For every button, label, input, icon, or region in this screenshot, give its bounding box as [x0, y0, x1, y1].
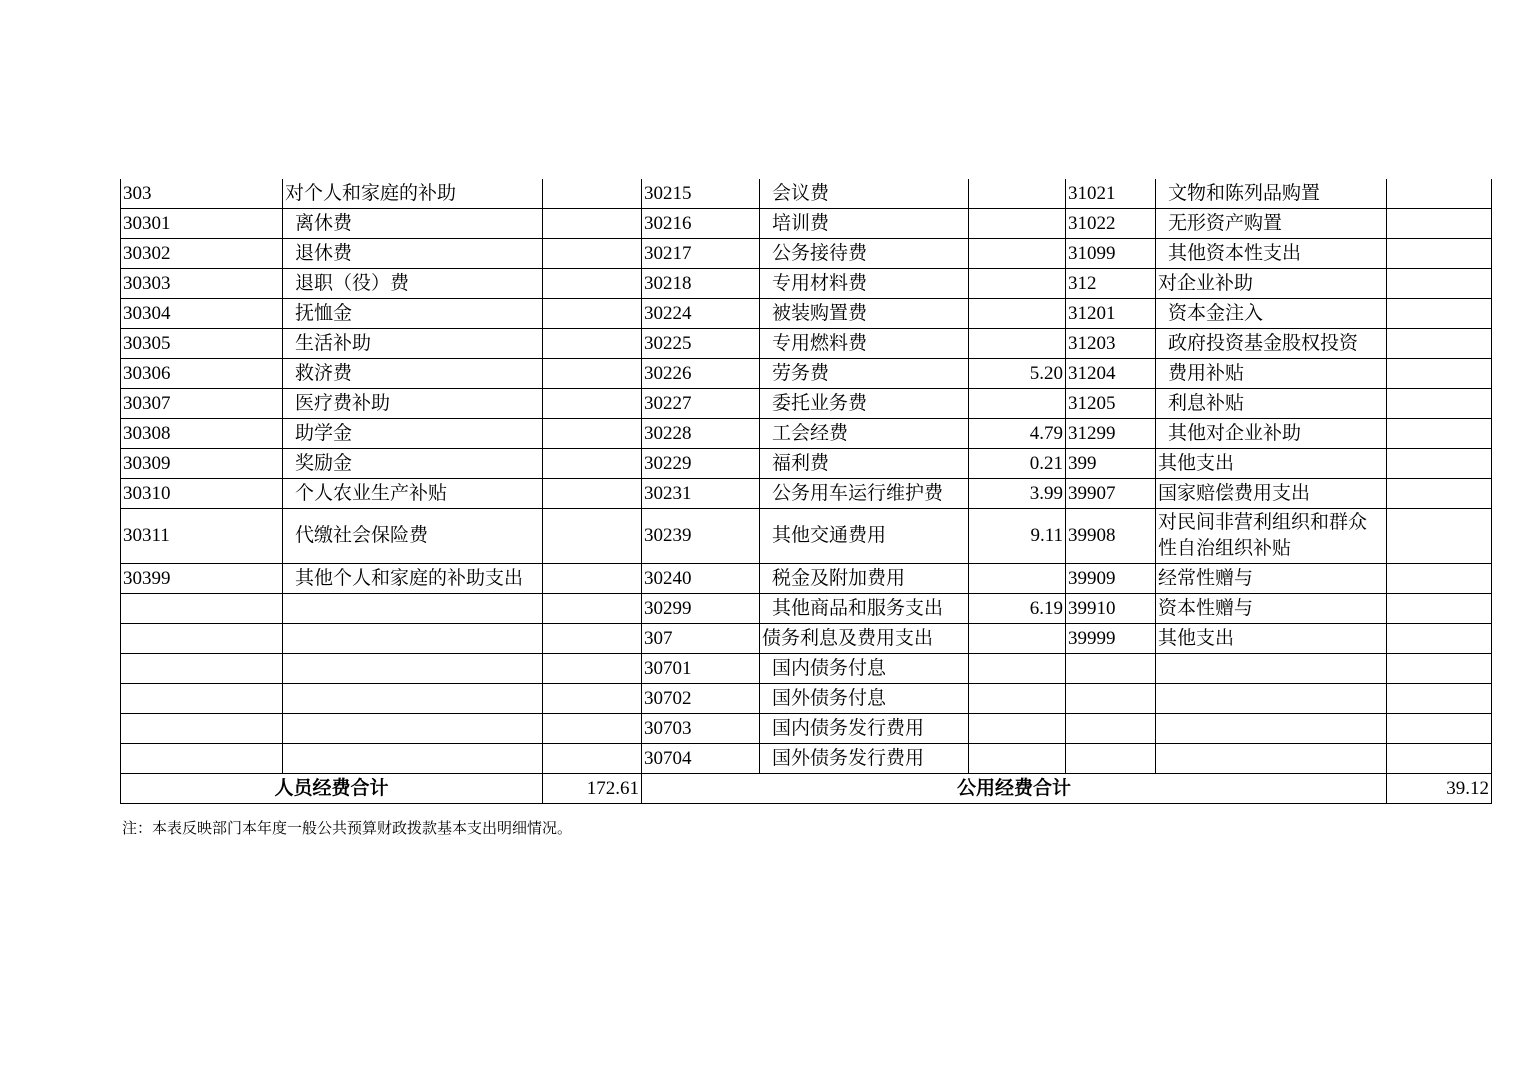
col2-name: 国内债务发行费用: [760, 714, 969, 744]
col1-amount: [543, 684, 642, 714]
col2-name: 福利费: [760, 449, 969, 479]
col2-code: 30227: [642, 389, 760, 419]
col2-code: 30229: [642, 449, 760, 479]
col3-name: [1156, 714, 1387, 744]
col3-name: 对企业补助: [1156, 269, 1387, 299]
col3-code: 31021: [1066, 179, 1156, 209]
col2-name: 国内债务付息: [760, 654, 969, 684]
col2-amount: [969, 299, 1066, 329]
col3-code: 39910: [1066, 594, 1156, 624]
table-footnote: 注：本表反映部门本年度一般公共预算财政拨款基本支出明细情况。: [122, 819, 573, 837]
table-row: [121, 594, 1492, 624]
col1-name: [283, 594, 543, 624]
col3-code: 31099: [1066, 239, 1156, 269]
col2-code: 30240: [642, 564, 760, 594]
col3-name: [1156, 744, 1387, 774]
col2-code: 30228: [642, 419, 760, 449]
col3-name: 资本金注入: [1156, 299, 1387, 329]
col3-name: 其他资本性支出: [1156, 239, 1387, 269]
col3-name: 经常性赠与: [1156, 564, 1387, 594]
col2-amount: 6.19: [969, 594, 1066, 624]
col1-amount: [543, 624, 642, 654]
table-row: [121, 509, 1492, 564]
col1-name: 生活补助: [283, 329, 543, 359]
col2-amount: [969, 564, 1066, 594]
col3-code: 39909: [1066, 564, 1156, 594]
col3-code: [1066, 714, 1156, 744]
col3-amount: [1387, 269, 1492, 299]
col3-code: 399: [1066, 449, 1156, 479]
col3-code: [1066, 744, 1156, 774]
col3-code: 312: [1066, 269, 1156, 299]
col1-amount: [543, 419, 642, 449]
col1-amount: [543, 179, 642, 209]
col1-code: 30302: [121, 239, 283, 269]
col3-name: 其他支出: [1156, 449, 1387, 479]
col1-name: 退休费: [283, 239, 543, 269]
col3-amount: [1387, 209, 1492, 239]
col2-name: 公务用车运行维护费: [760, 479, 969, 509]
col3-amount: [1387, 744, 1492, 774]
table-row: [121, 624, 1492, 654]
col2-code: 30225: [642, 329, 760, 359]
col3-amount: [1387, 479, 1492, 509]
col2-amount: [969, 684, 1066, 714]
col1-code: 30304: [121, 299, 283, 329]
col1-code: 303: [121, 179, 283, 209]
col1-name: [283, 684, 543, 714]
col1-name: 退职（役）费: [283, 269, 543, 299]
col1-code: [121, 684, 283, 714]
col1-name: 抚恤金: [283, 299, 543, 329]
col1-amount: [543, 509, 642, 564]
col1-name: 对个人和家庭的补助: [283, 179, 543, 209]
col1-amount: [543, 329, 642, 359]
col1-amount: [543, 564, 642, 594]
col1-amount: [543, 299, 642, 329]
col1-code: 30309: [121, 449, 283, 479]
col3-code: 31299: [1066, 419, 1156, 449]
col1-amount: [543, 449, 642, 479]
col1-name: 医疗费补助: [283, 389, 543, 419]
table-row: [121, 684, 1492, 714]
col2-name: 债务利息及费用支出: [760, 624, 969, 654]
col1-amount: [543, 269, 642, 299]
col3-amount: [1387, 509, 1492, 564]
col3-code: 39999: [1066, 624, 1156, 654]
col1-code: 30303: [121, 269, 283, 299]
col1-name: 救济费: [283, 359, 543, 389]
col1-code: [121, 594, 283, 624]
col3-code: [1066, 684, 1156, 714]
col3-amount: [1387, 594, 1492, 624]
col2-amount: [969, 714, 1066, 744]
col2-name: 会议费: [760, 179, 969, 209]
col2-amount: [969, 624, 1066, 654]
col3-name: 对民间非营利组织和群众性自治组织补贴: [1156, 509, 1387, 564]
col2-code: 30226: [642, 359, 760, 389]
col3-amount: [1387, 624, 1492, 654]
col3-name: [1156, 654, 1387, 684]
col3-name: 其他对企业补助: [1156, 419, 1387, 449]
col3-amount: [1387, 684, 1492, 714]
col3-amount: [1387, 654, 1492, 684]
col2-code: 30218: [642, 269, 760, 299]
col2-code: 30703: [642, 714, 760, 744]
col2-name: 其他商品和服务支出: [760, 594, 969, 624]
col1-name: 其他个人和家庭的补助支出: [283, 564, 543, 594]
table-row: [121, 479, 1492, 509]
table-row: [121, 714, 1492, 744]
col2-amount: [969, 269, 1066, 299]
expenditure-detail-table: [120, 179, 1492, 804]
col3-code: 39908: [1066, 509, 1156, 564]
col1-code: 30307: [121, 389, 283, 419]
table-row: [121, 389, 1492, 419]
col1-name: 助学金: [283, 419, 543, 449]
col1-amount: [543, 209, 642, 239]
col1-name: [283, 624, 543, 654]
col3-name: [1156, 684, 1387, 714]
col1-name: [283, 744, 543, 774]
col3-code: 31022: [1066, 209, 1156, 239]
col3-code: 31201: [1066, 299, 1156, 329]
table-row: [121, 449, 1492, 479]
col2-amount: [969, 239, 1066, 269]
col1-amount: [543, 479, 642, 509]
col1-name: 代缴社会保险费: [283, 509, 543, 564]
col2-code: 30239: [642, 509, 760, 564]
col3-amount: [1387, 299, 1492, 329]
col2-name: 被装购置费: [760, 299, 969, 329]
col2-name: 税金及附加费用: [760, 564, 969, 594]
table-row: [121, 179, 1492, 209]
public-total-value: 39.12: [1387, 774, 1492, 804]
col2-amount: [969, 179, 1066, 209]
col3-name: 资本性赠与: [1156, 594, 1387, 624]
col2-name: 委托业务费: [760, 389, 969, 419]
col1-amount: [543, 654, 642, 684]
table-row: [121, 299, 1492, 329]
col2-name: 专用燃料费: [760, 329, 969, 359]
public-total-label: 公用经费合计: [642, 774, 1387, 804]
col2-amount: [969, 744, 1066, 774]
col3-name: 政府投资基金股权投资: [1156, 329, 1387, 359]
col1-name: [283, 654, 543, 684]
col3-code: 31205: [1066, 389, 1156, 419]
col3-name: 费用补贴: [1156, 359, 1387, 389]
col1-code: 30311: [121, 509, 283, 564]
table-row: [121, 419, 1492, 449]
col2-code: 30231: [642, 479, 760, 509]
col3-amount: [1387, 239, 1492, 269]
col2-amount: 9.11: [969, 509, 1066, 564]
col3-amount: [1387, 449, 1492, 479]
col2-code: 30701: [642, 654, 760, 684]
table-row: [121, 239, 1492, 269]
table-row: [121, 359, 1492, 389]
col2-code: 30224: [642, 299, 760, 329]
table-row: [121, 744, 1492, 774]
col3-name: 国家赔偿费用支出: [1156, 479, 1387, 509]
col2-amount: [969, 329, 1066, 359]
col1-name: 离休费: [283, 209, 543, 239]
col2-name: 工会经费: [760, 419, 969, 449]
col2-code: 30215: [642, 179, 760, 209]
col1-name: 个人农业生产补贴: [283, 479, 543, 509]
table-body: [121, 179, 1492, 774]
col3-name: 无形资产购置: [1156, 209, 1387, 239]
col3-name: 其他支出: [1156, 624, 1387, 654]
col2-amount: [969, 389, 1066, 419]
totals-row: [121, 774, 1492, 804]
col3-amount: [1387, 564, 1492, 594]
col2-name: 培训费: [760, 209, 969, 239]
col1-amount: [543, 594, 642, 624]
table-row: [121, 209, 1492, 239]
col2-code: 30217: [642, 239, 760, 269]
col1-name: 奖励金: [283, 449, 543, 479]
col1-amount: [543, 359, 642, 389]
col3-amount: [1387, 359, 1492, 389]
col1-code: 30308: [121, 419, 283, 449]
col3-amount: [1387, 419, 1492, 449]
table-row: [121, 654, 1492, 684]
col1-code: 30305: [121, 329, 283, 359]
col1-code: 30301: [121, 209, 283, 239]
col3-amount: [1387, 389, 1492, 419]
col2-name: 劳务费: [760, 359, 969, 389]
col2-code: 30299: [642, 594, 760, 624]
col2-amount: 4.79: [969, 419, 1066, 449]
col2-name: 公务接待费: [760, 239, 969, 269]
col1-amount: [543, 239, 642, 269]
col1-code: 30310: [121, 479, 283, 509]
col2-name: 国外债务发行费用: [760, 744, 969, 774]
col3-name: 文物和陈列品购置: [1156, 179, 1387, 209]
col3-code: 31204: [1066, 359, 1156, 389]
col2-code: 30704: [642, 744, 760, 774]
col1-code: [121, 744, 283, 774]
col1-code: [121, 624, 283, 654]
col2-code: 307: [642, 624, 760, 654]
col1-amount: [543, 744, 642, 774]
col3-code: 31203: [1066, 329, 1156, 359]
col1-code: 30399: [121, 564, 283, 594]
col2-amount: 0.21: [969, 449, 1066, 479]
col1-amount: [543, 389, 642, 419]
col3-amount: [1387, 714, 1492, 744]
col3-amount: [1387, 179, 1492, 209]
col2-name: 专用材料费: [760, 269, 969, 299]
col2-amount: 3.99: [969, 479, 1066, 509]
col2-amount: [969, 209, 1066, 239]
col2-code: 30216: [642, 209, 760, 239]
col2-code: 30702: [642, 684, 760, 714]
table-row: [121, 329, 1492, 359]
col3-code: 39907: [1066, 479, 1156, 509]
col2-amount: [969, 654, 1066, 684]
col1-name: [283, 714, 543, 744]
col3-amount: [1387, 329, 1492, 359]
col1-amount: [543, 714, 642, 744]
col2-amount: 5.20: [969, 359, 1066, 389]
col2-name: 其他交通费用: [760, 509, 969, 564]
personnel-total-label: 人员经费合计: [121, 774, 543, 804]
personnel-total-value: 172.61: [543, 774, 642, 804]
table-row: [121, 564, 1492, 594]
col2-name: 国外债务付息: [760, 684, 969, 714]
col1-code: [121, 654, 283, 684]
col3-code: [1066, 654, 1156, 684]
col3-name: 利息补贴: [1156, 389, 1387, 419]
col1-code: [121, 714, 283, 744]
col1-code: 30306: [121, 359, 283, 389]
table-row: [121, 269, 1492, 299]
